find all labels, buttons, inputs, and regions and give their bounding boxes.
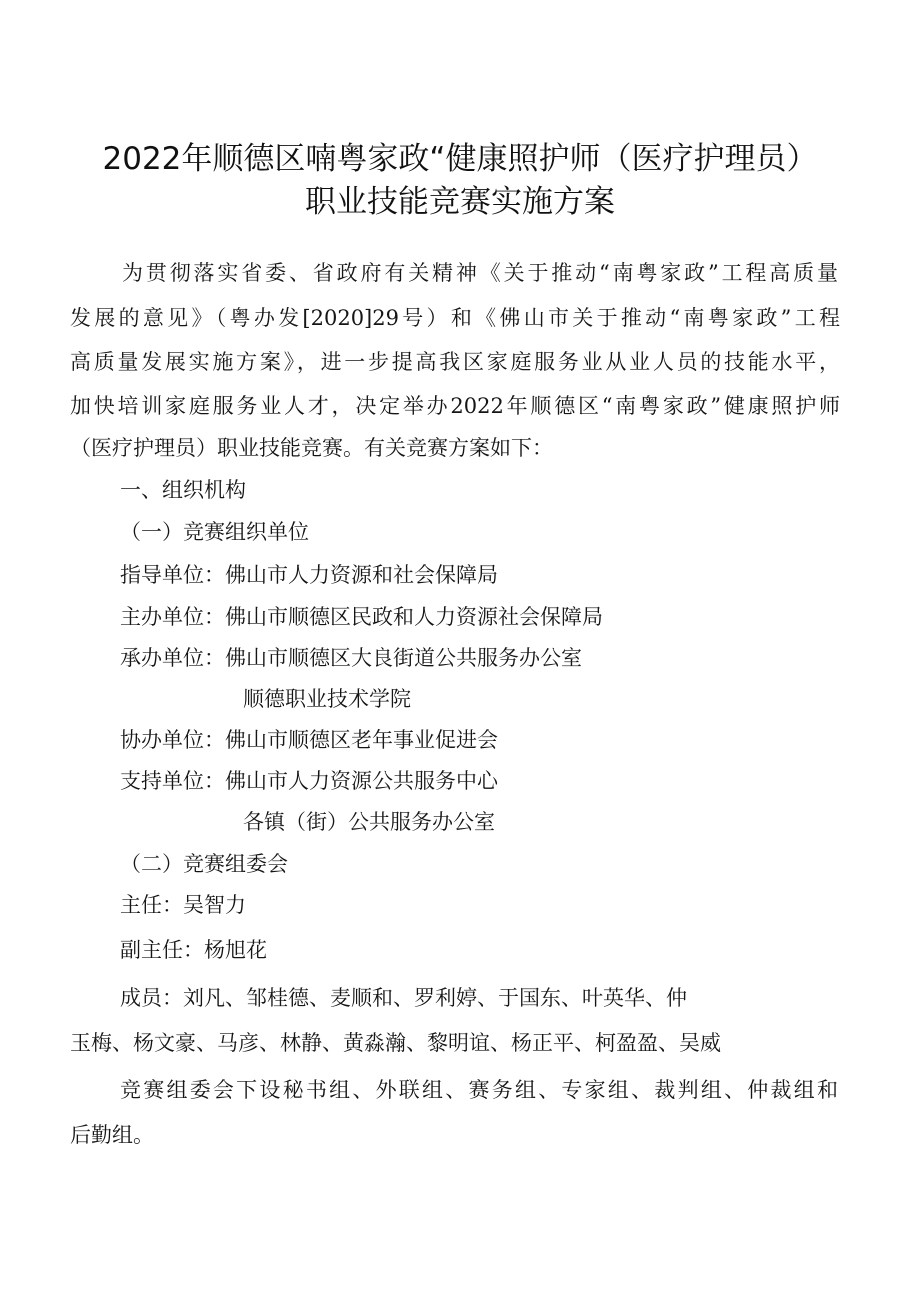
intro-line-1: 为贯彻落实省委、省政府有关精神《关于推动“南粤家政”工程高质量 (122, 261, 838, 285)
committee-groups-line-1: 竞赛组委会下设秘书组、外联组、赛务组、专家组、裁判组、仲裁组和 (120, 1078, 838, 1102)
organizer-unit: 承办单位：佛山市顺德区大良街道公共服务办公室 (120, 646, 582, 670)
intro-line-4: 加快培训家庭服务业人才，决定举办2022年顺德区“南粤家政”健康照护师 (70, 394, 840, 418)
document-title-line-2: 职业技能竞赛实施方案 (305, 184, 615, 220)
committee-groups-line-2: 后勤组。 (70, 1123, 154, 1147)
intro-line-2: 发展的意见》（粤办发[2020]29号）和《佛山市关于推动“南粤家政”工程 (70, 306, 840, 330)
intro-line-3: 高质量发展实施方案》，进一步提高我区家庭服务业从业人员的技能水平， (70, 350, 840, 374)
section-heading-organization: 一、组织机构 (120, 478, 246, 502)
committee-members-line-1: 成员：刘凡、邹桂德、麦顺和、罗利婷、于国东、叶英华、仲 (120, 986, 687, 1010)
committee-director: 主任：吴智力 (120, 893, 246, 917)
document-title-line-1: 2022年顺德区喃粤家政“健康照护师（医疗护理员） (102, 141, 818, 177)
support-unit-2: 各镇（街）公共服务办公室 (243, 810, 495, 834)
subheading-committee: （二）竞赛组委会 (120, 852, 288, 876)
subheading-organizing-units: （一）竞赛组织单位 (120, 520, 309, 544)
organizer-unit-2: 顺德职业技术学院 (243, 687, 411, 711)
assist-unit: 协办单位：佛山市顺德区老年事业促进会 (120, 728, 498, 752)
host-unit: 主办单位：佛山市顺德区民政和人力资源社会保障局 (120, 605, 603, 629)
committee-deputy: 副主任：杨旭花 (120, 938, 267, 962)
support-unit: 支持单位：佛山市人力资源公共服务中心 (120, 769, 498, 793)
committee-members-line-2: 玉梅、杨文豪、马彦、林静、黄淼瀚、黎明谊、杨正平、柯盈盈、吴威 (70, 1031, 721, 1055)
intro-line-5: （医疗护理员）职业技能竞赛。有关竞赛方案如下： (70, 436, 553, 460)
guide-unit: 指导单位：佛山市人力资源和社会保障局 (120, 563, 498, 587)
